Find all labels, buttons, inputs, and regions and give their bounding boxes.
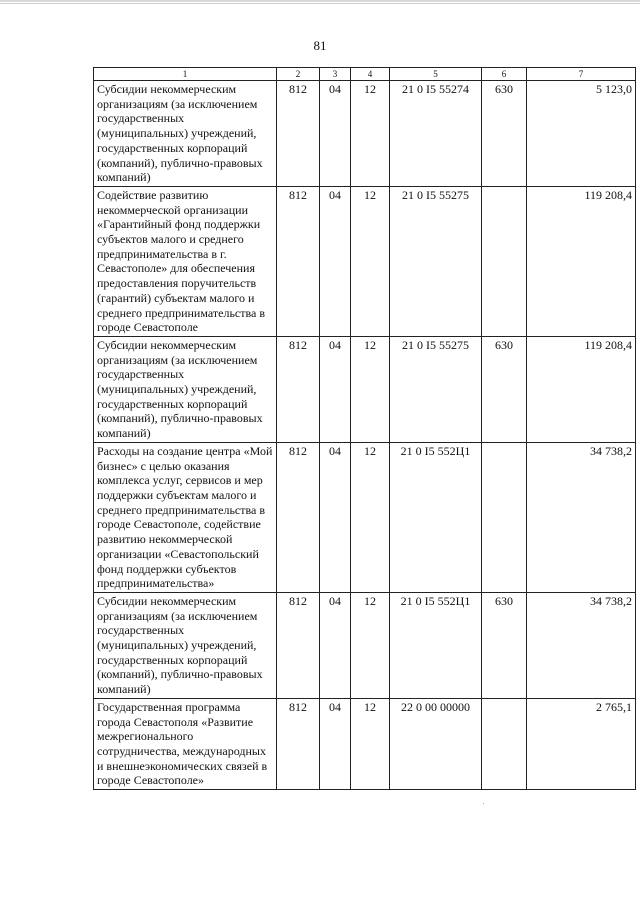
row-target: 21 0 I5 55274 — [390, 81, 482, 187]
table-row — [94, 186, 636, 336]
row-section: 04 — [320, 336, 351, 442]
column-number: 6 — [482, 68, 527, 81]
row-name: Субсидии некоммерческим организациям (за исключением государственных (муниципальных) учреждений, государственных корпораций (компаний), публично-правовых компаний) — [94, 81, 277, 187]
row-section: 04 — [320, 442, 351, 592]
row-target: 21 0 I5 55275 — [390, 336, 482, 442]
row-amount: 34 738,2 — [527, 592, 636, 698]
row-code: 812 — [277, 81, 320, 187]
row-expense-type: 630 — [482, 336, 527, 442]
row-section: 04 — [320, 592, 351, 698]
row-name: Расходы на создание центра «Мой бизнес» с целью оказания комплекса услуг, сервисов и мер поддержки субъектам малого и среднего предпринимательства в городе Севастополе, содействие развитию некоммерческой организации «Севастопольский фонд поддержки субъектов предпринимательства» — [94, 442, 277, 592]
row-subsection: 12 — [351, 186, 390, 336]
budget-table — [93, 67, 636, 790]
table-row — [94, 336, 636, 442]
row-name: Субсидии некоммерческим организациям (за исключением государственных (муниципальных) учреждений, государственных корпораций (компаний), публично-правовых компаний) — [94, 336, 277, 442]
row-amount: 34 738,2 — [527, 442, 636, 592]
table-row — [94, 698, 636, 789]
row-expense-type: 630 — [482, 592, 527, 698]
row-name: Государственная программа города Севастополя «Развитие межрегионального сотрудничества, международных и внешнеэкономических связей в городе Севастополе» — [94, 698, 277, 789]
table-row — [94, 81, 636, 187]
row-amount: 5 123,0 — [527, 81, 636, 187]
row-target: 21 0 I5 55275 — [390, 186, 482, 336]
page-number: 81 — [313, 38, 327, 53]
row-code: 812 — [277, 336, 320, 442]
row-target: 21 0 I5 552Ц1 — [390, 442, 482, 592]
scan-edge — [0, 0, 640, 2]
row-subsection: 12 — [351, 336, 390, 442]
row-expense-type — [482, 698, 527, 789]
row-code: 812 — [277, 186, 320, 336]
table-header-row — [94, 68, 636, 81]
scan-edge-line — [0, 3, 640, 4]
row-expense-type: 630 — [482, 81, 527, 187]
row-subsection: 12 — [351, 81, 390, 187]
row-subsection: 12 — [351, 698, 390, 789]
row-subsection: 12 — [351, 442, 390, 592]
row-target: 21 0 I5 552Ц1 — [390, 592, 482, 698]
scan-speck — [483, 803, 484, 804]
row-subsection: 12 — [351, 592, 390, 698]
row-section: 04 — [320, 698, 351, 789]
table-row — [94, 442, 636, 592]
column-number: 1 — [94, 68, 277, 81]
row-expense-type — [482, 442, 527, 592]
column-number: 2 — [277, 68, 320, 81]
row-section: 04 — [320, 81, 351, 187]
row-expense-type — [482, 186, 527, 336]
column-number: 5 — [390, 68, 482, 81]
column-number: 3 — [320, 68, 351, 81]
row-name: Субсидии некоммерческим организациям (за исключением государственных (муниципальных) учреждений, государственных корпораций (компаний), публично-правовых компаний) — [94, 592, 277, 698]
row-code: 812 — [277, 442, 320, 592]
row-amount: 119 208,4 — [527, 336, 636, 442]
table-row — [94, 592, 636, 698]
row-name: Содействие развитию некоммерческой организации «Гарантийный фонд поддержки субъектов малого и среднего предпринимательства в г. Севастополе» для обеспечения предоставления поручительств (гарантий) субъектам малого и среднего предпринимательства в городе Севастополе — [94, 186, 277, 336]
row-code: 812 — [277, 592, 320, 698]
row-target: 22 0 00 00000 — [390, 698, 482, 789]
row-code: 812 — [277, 698, 320, 789]
row-amount: 119 208,4 — [527, 186, 636, 336]
row-amount: 2 765,1 — [527, 698, 636, 789]
column-number: 7 — [527, 68, 636, 81]
row-section: 04 — [320, 186, 351, 336]
column-number: 4 — [351, 68, 390, 81]
